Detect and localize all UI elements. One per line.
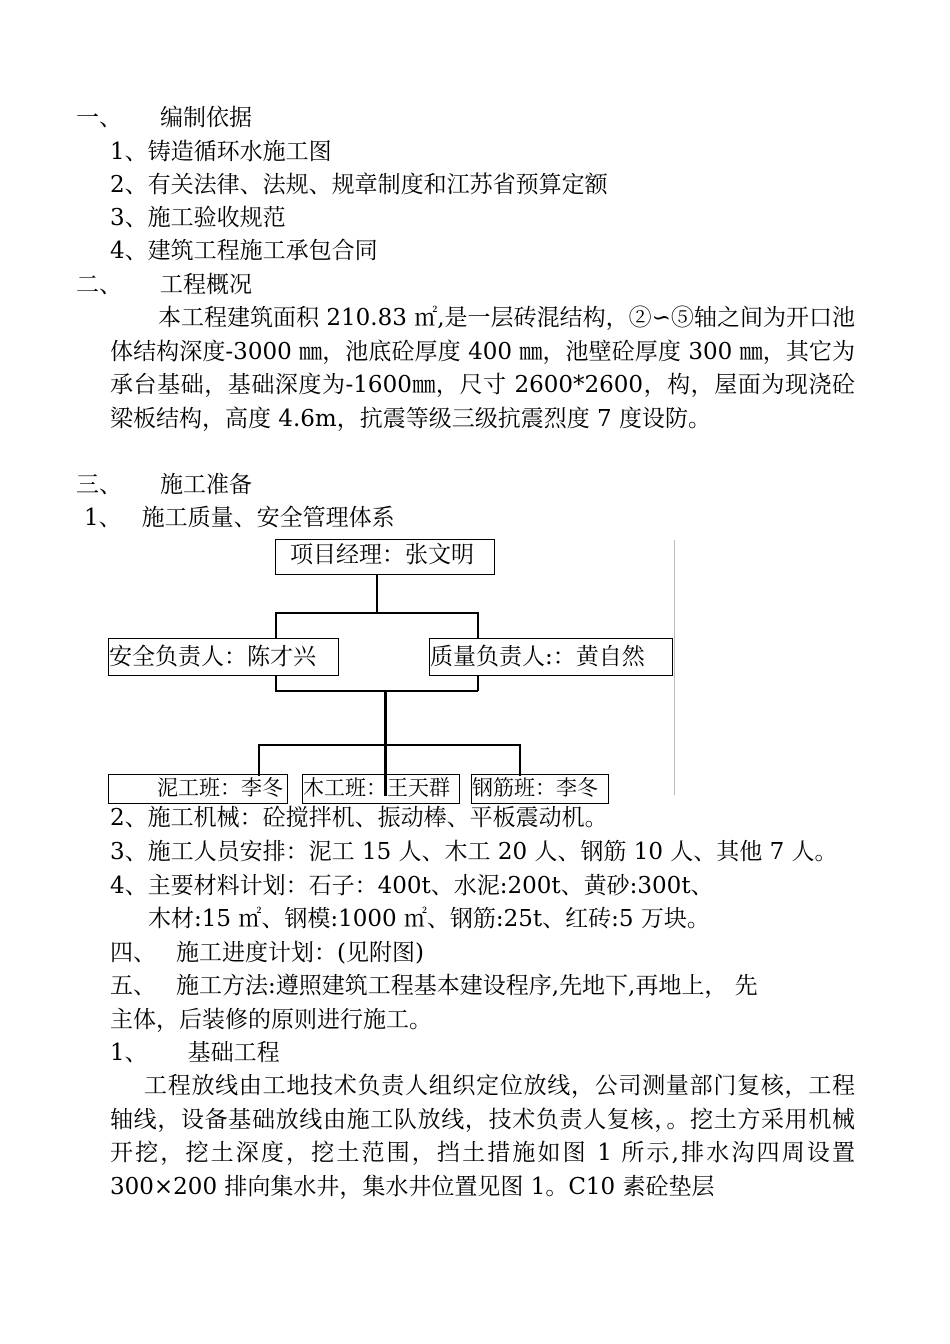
section-5-heading: [110, 970, 758, 1002]
section-number: 一、: [76, 105, 122, 131]
org-label: 泥工班：李冬: [157, 776, 283, 800]
connector-line: [376, 575, 378, 613]
org-label: 安全负责人：陈才兴: [109, 644, 316, 670]
section-title: 编制依据: [160, 105, 252, 131]
section-title: 工程概况: [160, 272, 252, 298]
connector-line: [275, 612, 277, 638]
foundation-paragraph: 工程放线由工地技术负责人组织定位放线，公司测量部门复核，工程轴线，设备基础放线由施工队放线，技术负责人复核，。挖土方采用机械开挖，挖土深度，挖土范围，挡土措施如图 1 所示,排水沟四周设置 300×200 排向集水井，集水井位置见图 1。C10 素砼垫层: [110, 1073, 855, 1200]
org-box-team-rebar: [471, 774, 609, 804]
subsection-heading: [84, 502, 395, 534]
basis-item: 3、施工验收规范: [110, 205, 286, 231]
org-box-team-carpentry: [302, 774, 460, 804]
connector-line: [477, 676, 479, 691]
org-label: 项目经理：张文明: [290, 542, 474, 568]
section-number: 五、: [110, 973, 156, 999]
section-number: 二、: [76, 272, 122, 298]
org-box-team-masonry: [108, 774, 288, 804]
section-1-heading: [76, 102, 252, 134]
org-label: 质量负责人:：黄自然: [430, 644, 645, 670]
section-number: 三、: [76, 472, 122, 498]
materials-item: 4、主要材料计划：石子：400t、水泥:200t、黄砂:300t、: [110, 873, 714, 899]
section-4-heading: [110, 937, 424, 969]
subsection-number: 1、: [84, 505, 122, 531]
subsection-title: 基础工程: [187, 1040, 280, 1066]
connector-line: [519, 744, 521, 776]
connector-line: [275, 690, 478, 692]
subsection-title: 施工质量、安全管理体系: [141, 505, 395, 531]
machinery-item: 2、施工机械：砼搅拌机、振动棒、平板震动机。: [110, 805, 608, 831]
chart-frame-line: [674, 540, 675, 795]
section-3-heading: [76, 469, 252, 501]
basis-item: 2、有关法律、法规、规章制度和江苏省预算定额: [110, 172, 608, 198]
subsection-heading: [110, 1037, 280, 1069]
section-2-heading: [76, 269, 252, 301]
org-box-quality: [429, 638, 673, 676]
section-number: 四、: [110, 940, 156, 966]
connector-line: [275, 676, 277, 691]
materials-item-cont: 木材:15 ㎡、钢模:1000 ㎡、钢筋:25t、红砖:5 万块。: [148, 906, 710, 932]
connector-line: [258, 744, 520, 746]
org-label: 木工班：王天群: [303, 776, 450, 800]
staffing-item: 3、施工人员安排：泥工 15 人、木工 20 人、钢筋 10 人、其他 7 人。: [110, 839, 838, 865]
section-title: 施工进度计划：(见附图): [176, 940, 424, 966]
section-5-continuation: 主体，后装修的原则进行施工。: [110, 1007, 432, 1033]
subsection-number: 1、: [110, 1040, 148, 1066]
connector-line: [258, 744, 260, 776]
connector-line: [275, 612, 478, 614]
org-box-manager: [275, 539, 495, 575]
section-title: 施工方法:遵照建筑工程基本建设程序,先地下,再地上， 先: [176, 973, 758, 999]
connector-line: [477, 612, 479, 638]
project-overview-paragraph: 本工程建筑面积 210.83 ㎡,是一层砖混结构，②∽⑤轴之间为开口池体结构深度-3000 ㎜，池底砼厚度 400 ㎜，池壁砼厚度 300 ㎜，其它为承台基础，基础深度为-1600㎜，尺寸 2600*2600，构，屋面为现浇砼梁板结构，高度 4.6m，抗震等级三级抗震烈度 7 度设防。: [110, 305, 855, 432]
section-title: 施工准备: [160, 472, 252, 498]
basis-item: 4、建筑工程施工承包合同: [110, 238, 378, 264]
org-box-safety: [108, 638, 339, 676]
org-label: 钢筋班：李冬: [472, 776, 598, 800]
basis-item: 1、铸造循环水施工图: [110, 139, 332, 165]
